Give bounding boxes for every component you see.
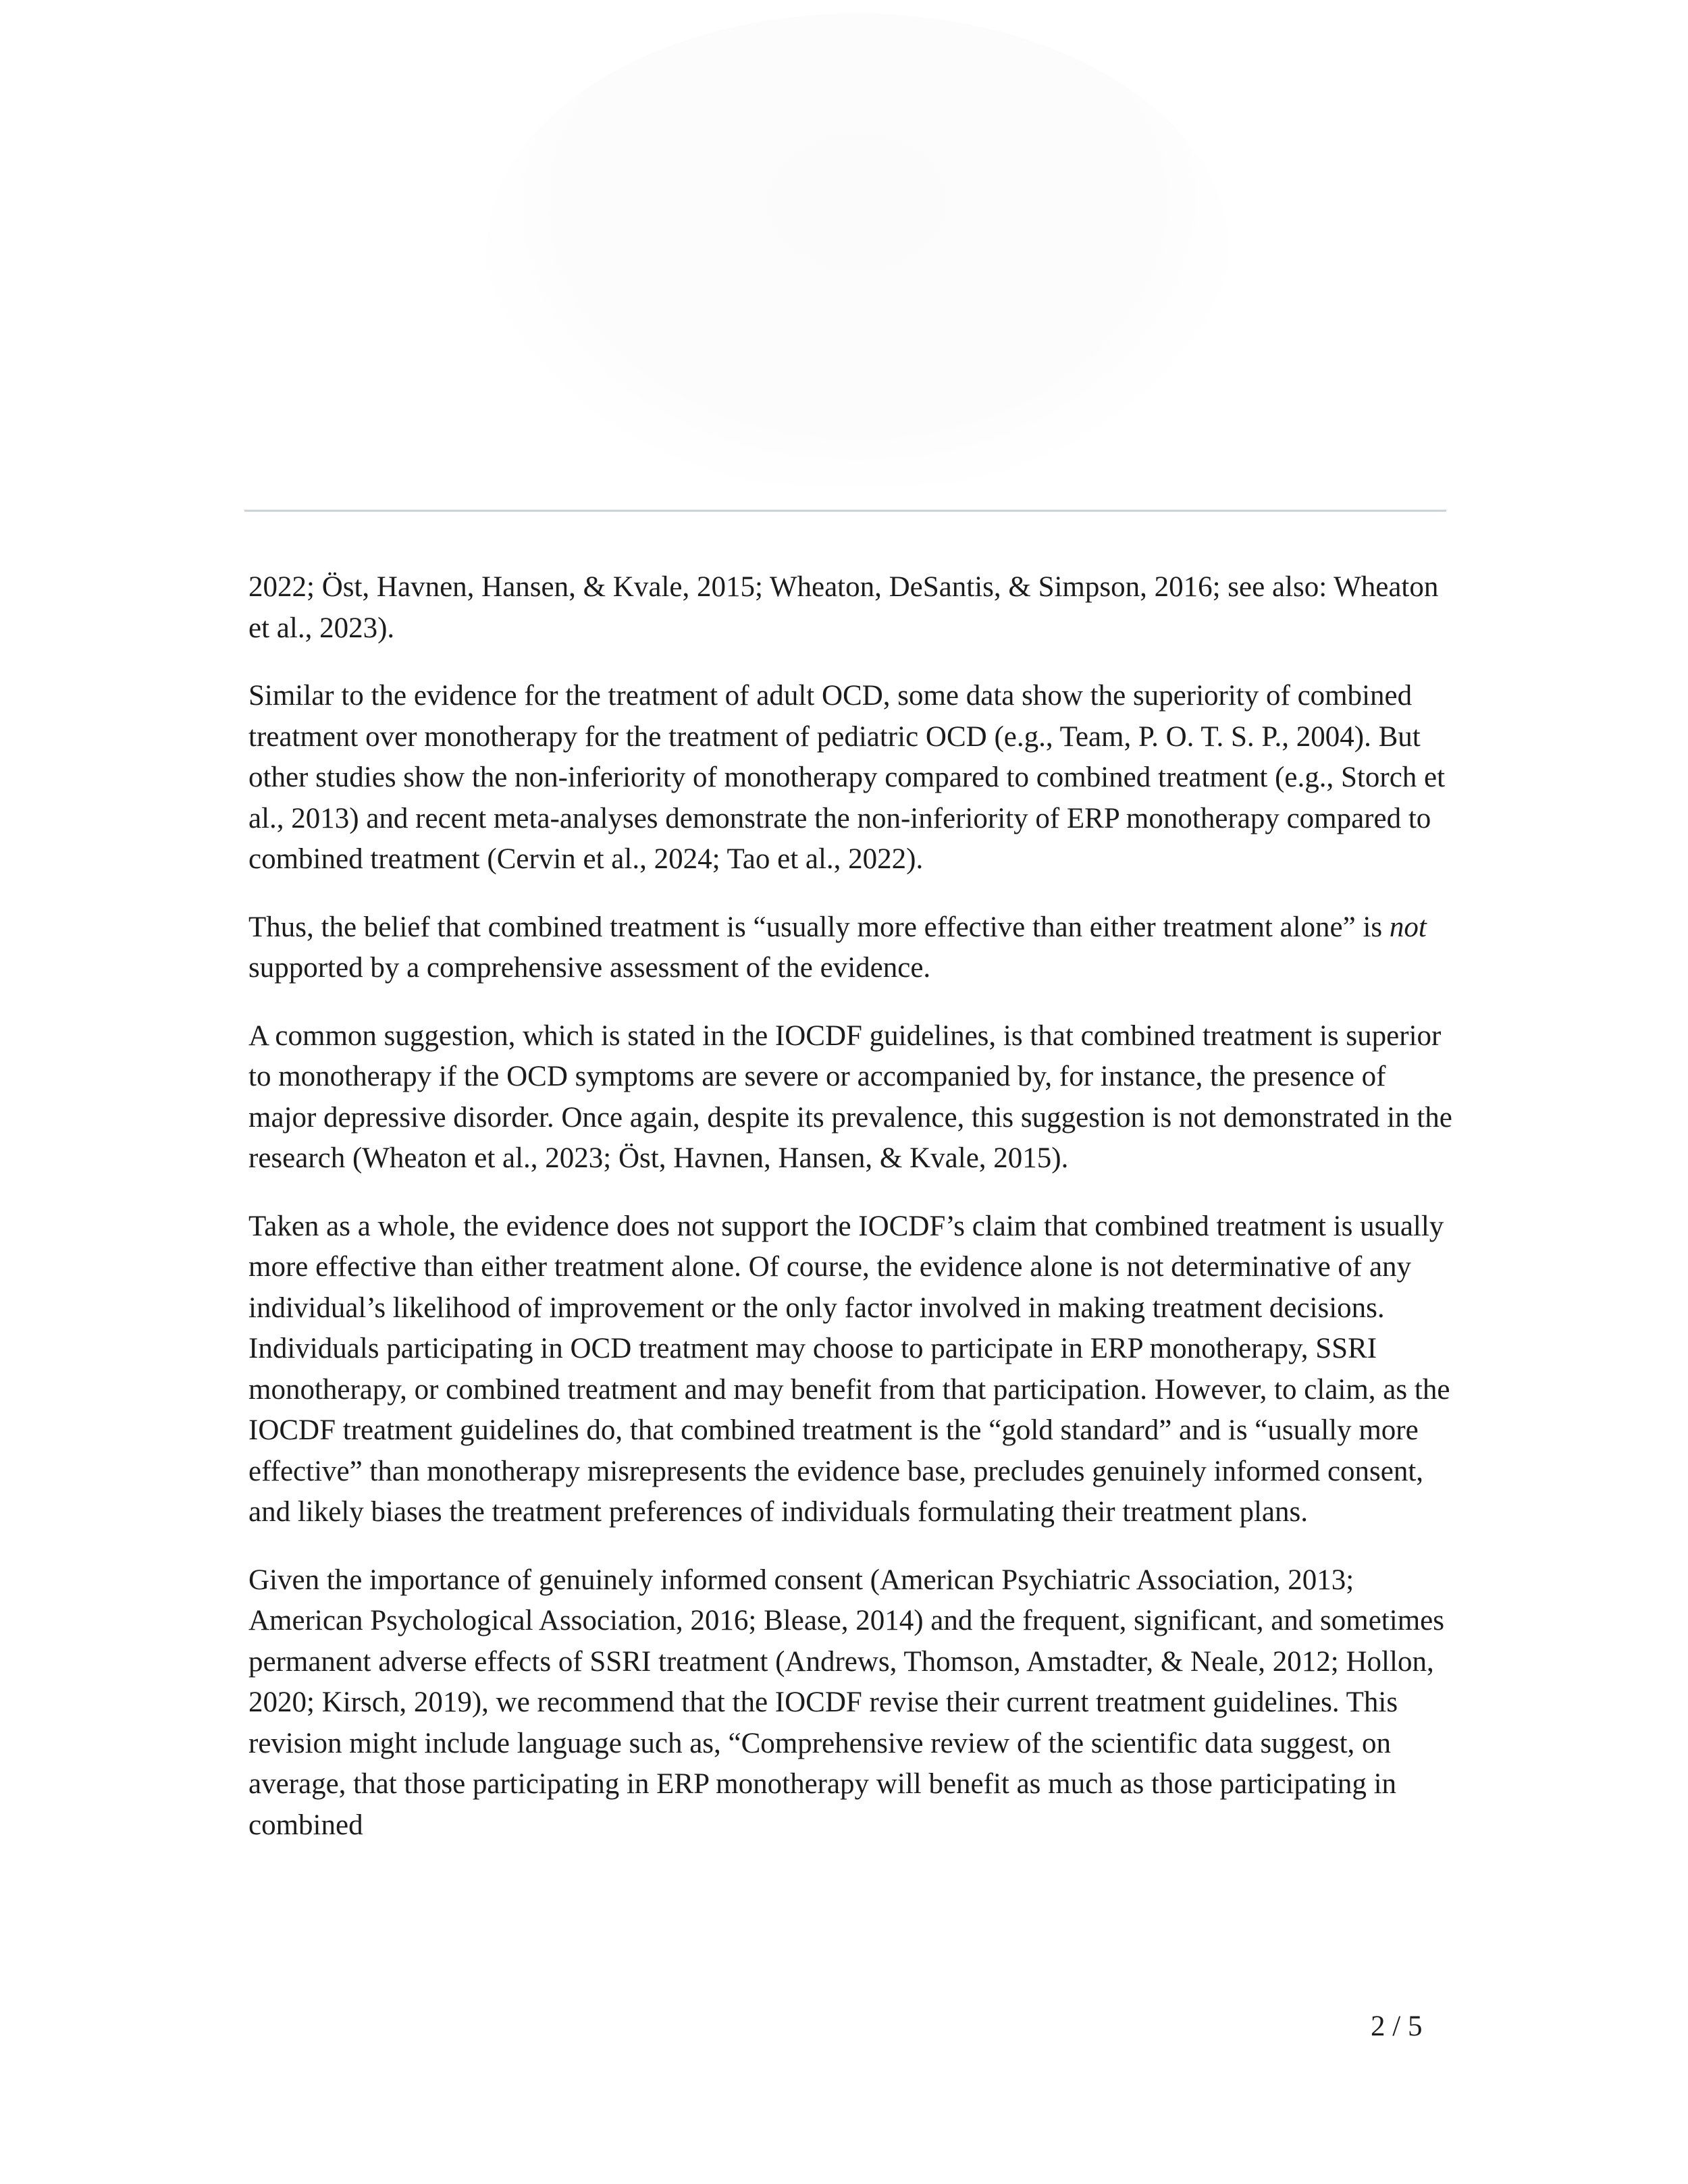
paragraph-citations-continued: 2022; Öst, Havnen, Hansen, & Kvale, 2015; Wheaton, DeSantis, & Simpson, 2016; see also: Wheaton et al., 2023). — [248, 571, 1439, 644]
paragraph-text: Thus, the belief that combined treatment is “usually more effective than either treatment alone” is — [248, 911, 1390, 943]
paragraph-common-suggestion: A common suggestion, which is stated in the IOCDF guidelines, is that combined treatment is superior to monotherapy if the OCD symptoms are severe or accompanied by, for instance, the presence of major depressive disorder. Once again, despite its prevalence, this suggestion is not demonstrated in the research (Wheaton et al., 2023; Öst, Havnen, Hansen, & Kvale, 2015). — [248, 1019, 1452, 1174]
paragraph-taken-as-whole: Taken as a whole, the evidence does not support the IOCDF’s claim that combined treatment is usually more effective than either treatment alone. Of course, the evidence alone is not determinative of any individual’s likelihood of improvement or the only factor involved in making treatment decisions. Individuals participating in OCD treatment may choose to participate in ERP monotherapy, SSRI monotherapy, or combined treatment and may benefit from that participation. However, to claim, as the IOCDF treatment guidelines do, that combined treatment is the “gold standard” and is “usually more effective” than monotherapy misrepresents the evidence base, precludes genuinely informed consent, and likely biases the treatment preferences of individuals formulating their treatment plans. — [248, 1210, 1450, 1528]
page-number: 2 / 5 — [1371, 2010, 1423, 2042]
paragraph-pediatric-ocd: Similar to the evidence for the treatment of adult OCD, some data show the superiority of combined treatment over monotherapy for the treatment of pediatric OCD (e.g., Team, P. O. T. S. P., 2004). But other studies show the non-inferiority of monotherapy compared to combined treatment (e.g., Storch et al., 2013) and recent meta-analyses demonstrate the non-inferiority of ERP monotherapy compared to combined treatment (Cervin et al., 2024; Tao et al., 2022). — [248, 680, 1446, 875]
emphasis-text: not — [1389, 911, 1427, 943]
header-divider — [244, 510, 1446, 512]
paragraph-recommendation: Given the importance of genuinely informed consent (American Psychiatric Association, 2013; American Psychological Association, 2016; Blease, 2014) and the frequent, significant, and sometimes permanent adverse effects of SSRI treatment (Andrews, Thomson, Amstadter, & Neale, 2012; Hollon, 2020; Kirsch, 2019), we recommend that the IOCDF revise their current treatment guidelines. This revision might include language such as, “Comprehensive review of the scientific data suggest, on average, that those participating in ERP monotherapy will benefit as much as those participating in combined — [248, 1564, 1444, 1841]
header-watermark-logo — [486, 14, 1229, 486]
document-body — [248, 567, 1457, 1873]
paragraph-text: supported by a comprehensive assessment of the evidence. — [248, 952, 931, 984]
paragraph-combined-belief — [248, 907, 1457, 989]
